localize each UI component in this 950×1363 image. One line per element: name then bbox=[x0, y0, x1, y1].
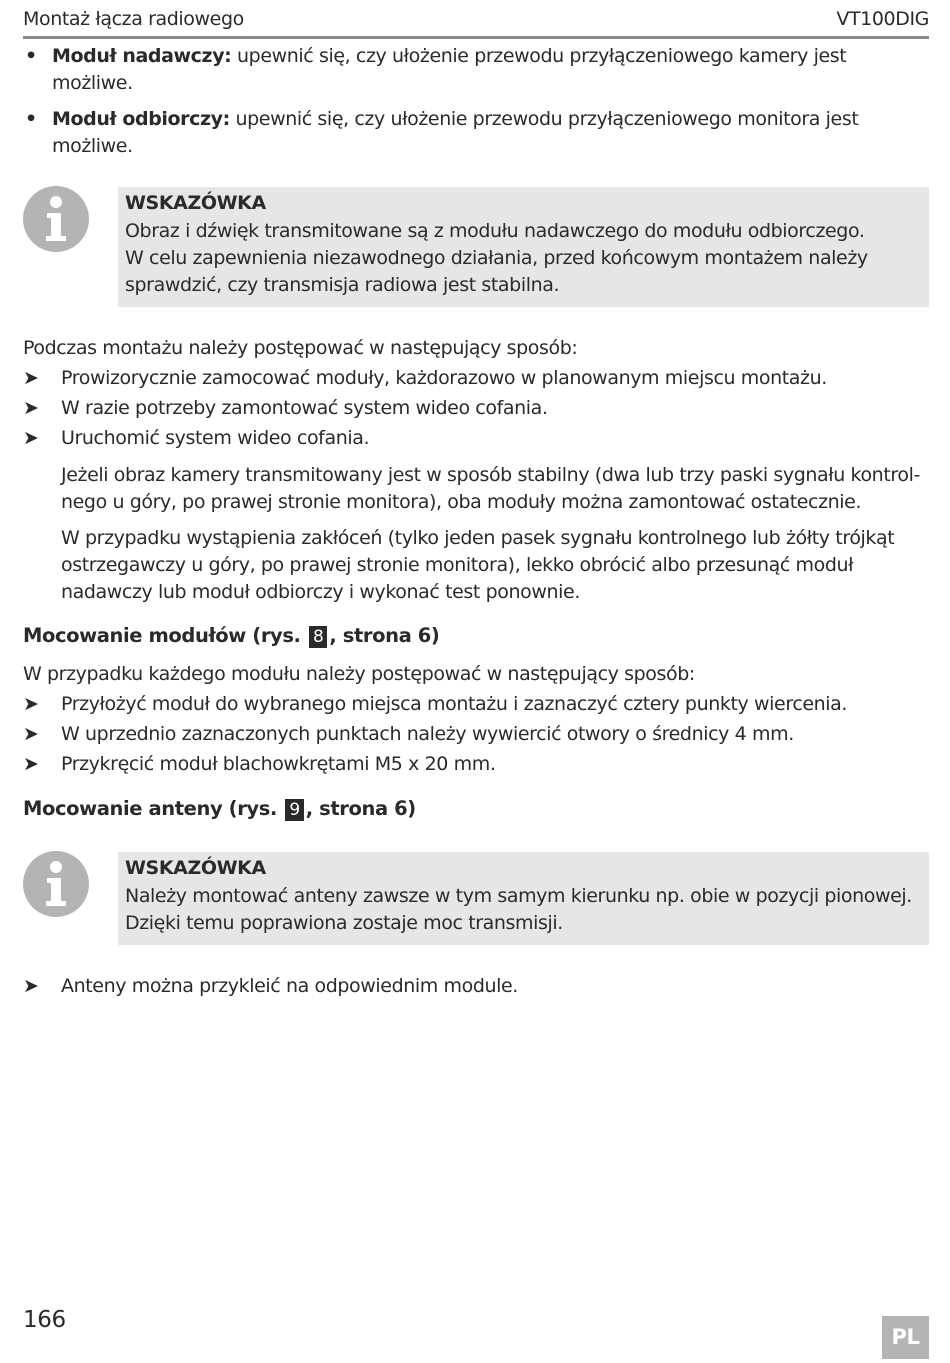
paragraph-line: ostrzegawczy u góry, po prawej stronie monitora), lekko obrócić albo przesunąć moduł bbox=[61, 554, 854, 576]
step-text: Prowizorycznie zamocować moduły, każdorazowo w planowanym miejscu montażu. bbox=[61, 367, 827, 389]
step-text: Anteny można przykleić na odpowiednim module. bbox=[61, 975, 518, 997]
section-intro: W przypadku każdego modułu należy postępować w następujący sposób: bbox=[23, 663, 695, 685]
step-text: W uprzednio zaznaczonych punktach należy wywiercić otwory o średnicy 4 mm. bbox=[61, 723, 794, 745]
figure-number-badge: 9 bbox=[285, 799, 303, 821]
note-body bbox=[125, 218, 868, 299]
header-model-name: VT100DIG bbox=[836, 8, 929, 30]
bullet-text: upewnić się, czy ułożenie przewodu przyłączeniowego kamery jest możliwe. bbox=[52, 45, 847, 94]
step-text: Przykręcić moduł blachowkrętami M5 x 20 mm. bbox=[61, 753, 496, 775]
bullet-item-receiver bbox=[25, 106, 905, 160]
info-icon bbox=[23, 851, 89, 917]
arrow-icon: ➤ bbox=[23, 427, 39, 449]
language-badge: PL bbox=[882, 1316, 929, 1359]
heading-text: Mocowanie modułów (rys. bbox=[23, 624, 301, 647]
bullet-bold-label: Moduł nadawczy: bbox=[52, 45, 232, 67]
note-box bbox=[118, 852, 929, 945]
figure-number-badge: 8 bbox=[309, 626, 327, 648]
note-line: W celu zapewnienia niezawodnego działania, przed końcowym montażem należy bbox=[125, 247, 868, 269]
arrow-icon: ➤ bbox=[23, 975, 39, 997]
section-heading-modules bbox=[23, 624, 439, 648]
heading-text: Mocowanie anteny (rys. bbox=[23, 797, 277, 820]
bullet-dot: • bbox=[25, 45, 37, 67]
paragraph-line: W przypadku wystąpienia zakłóceń (tylko jeden pasek sygnału kontrolnego lub żółty trójkąt bbox=[61, 527, 895, 549]
paragraph-line: nadawczy lub moduł odbiorczy i wykonać test ponownie. bbox=[61, 581, 580, 603]
note-box bbox=[118, 187, 929, 307]
info-icon bbox=[23, 186, 89, 252]
paragraph-line: Jeżeli obraz kamery transmitowany jest w sposób stabilny (dwa lub trzy paski sygnału kontrol- bbox=[61, 464, 920, 486]
paragraph-stable-signal bbox=[61, 462, 923, 516]
page-number: 166 bbox=[23, 1307, 66, 1333]
note-body bbox=[125, 883, 912, 937]
bullet-dot: • bbox=[25, 108, 37, 130]
arrow-icon: ➤ bbox=[23, 693, 39, 715]
bullet-bold-label: Moduł odbiorczy: bbox=[52, 108, 230, 130]
heading-text: , strona 6) bbox=[329, 624, 440, 647]
section-heading-antenna bbox=[23, 797, 416, 821]
arrow-icon: ➤ bbox=[23, 723, 39, 745]
paragraph-line: nego u góry, po prawej stronie monitora), oba moduły można zamontować ostatecznie. bbox=[61, 491, 862, 513]
arrow-icon: ➤ bbox=[23, 753, 39, 775]
note-line: Dzięki temu poprawiona zostaje moc transmisji. bbox=[125, 912, 563, 934]
note-line: Obraz i dźwięk transmitowane są z modułu nadawczego do modułu odbiorczego. bbox=[125, 220, 865, 242]
step-text: Uruchomić system wideo cofania. bbox=[61, 427, 370, 449]
heading-text: , strona 6) bbox=[305, 797, 416, 820]
section-intro: Podczas montażu należy postępować w następujący sposób: bbox=[23, 337, 578, 359]
note-line: sprawdzić, czy transmisja radiowa jest stabilna. bbox=[125, 274, 560, 296]
bullet-text: upewnić się, czy ułożenie przewodu przyłączeniowego monitora jest możliwe. bbox=[52, 108, 859, 157]
paragraph-interference bbox=[61, 525, 923, 606]
note-title: WSKAZÓWKA bbox=[125, 857, 266, 879]
arrow-icon: ➤ bbox=[23, 367, 39, 389]
bullet-item-transmitter bbox=[25, 43, 905, 97]
header-section-title: Montaż łącza radiowego bbox=[23, 8, 244, 30]
note-title: WSKAZÓWKA bbox=[125, 192, 266, 214]
step-text: Przyłożyć moduł do wybranego miejsca montażu i zaznaczyć cztery punkty wiercenia. bbox=[61, 693, 848, 715]
note-line: Należy montować anteny zawsze w tym samym kierunku np. obie w pozycji pionowej. bbox=[125, 885, 912, 907]
step-text: W razie potrzeby zamontować system wideo cofania. bbox=[61, 397, 548, 419]
arrow-icon: ➤ bbox=[23, 397, 39, 419]
page-header bbox=[23, 6, 929, 39]
